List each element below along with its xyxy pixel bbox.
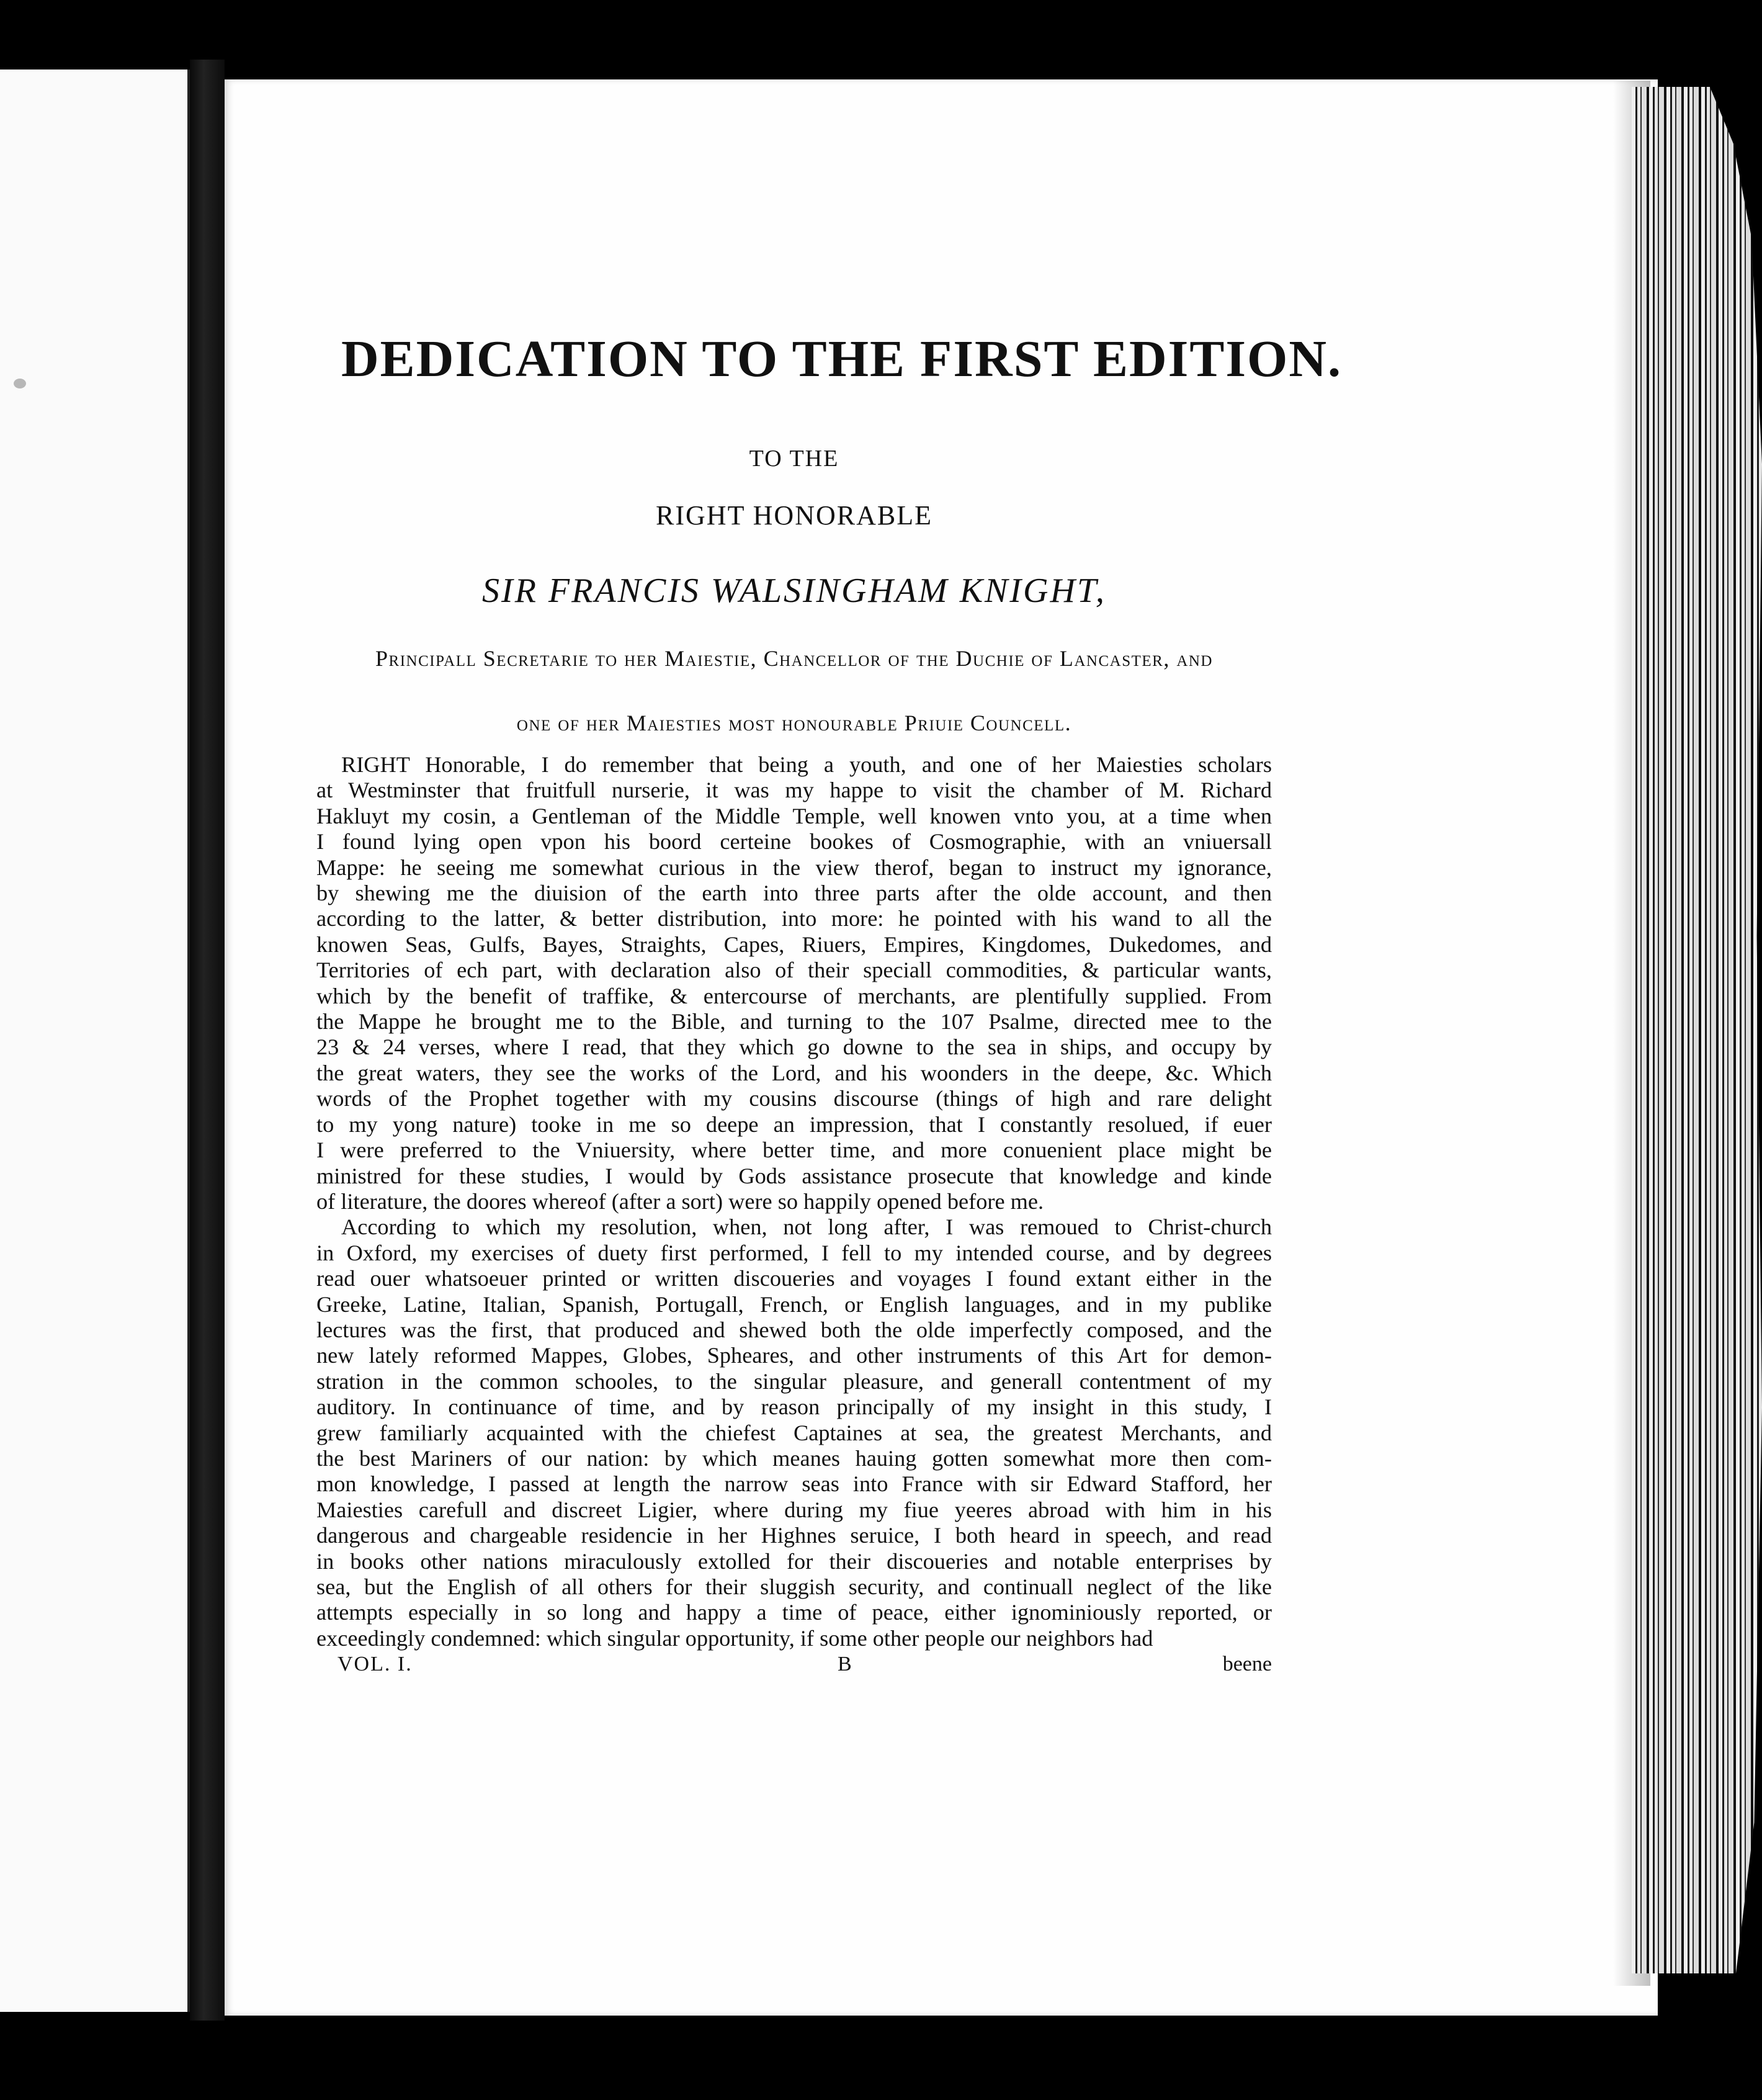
signature-mark: B [838,1653,852,1676]
text-line: in books other nations miraculously extolled for their discoueries and notable enterprises by [316,1548,1272,1574]
text-line: Territories of ech part, with declaration also of their speciall commodities, & particular wants, [316,958,1272,983]
text-line: auditory. In continuance of time, and by reason principally of my insight in this study, I [316,1394,1272,1420]
text-line: to my yong nature) tooke in me so deepe an impression, that I constantly resolued, if euer [316,1111,1272,1137]
text-line: mon knowledge, I passed at length the narrow seas into France with sir Edward Stafford, her [316,1471,1272,1497]
salutation-right-honorable: RIGHT HONORABLE [656,500,932,531]
page-footer [316,1653,1272,1680]
text-line: Mappe: he seeing me somewhat curious in the view therof, began to instruct my ignorance, [316,855,1272,880]
text-line: grew familiarly acquainted with the chiefest Captaines at sea, the greatest Merchants, and [316,1420,1272,1445]
text-line: knowen Seas, Gulfs, Bayes, Straights, Capes, Riuers, Empires, Kingdomes, Dukedomes, and [316,931,1272,957]
text-line: words of the Prophet together with my cousins discourse (things of high and rare delight [316,1086,1272,1111]
text-line: read ouer whatsoeuer printed or written discoueries and voyages I found extant either in the [316,1266,1272,1291]
text-line: of literature, the doores whereof (after a sort) were so happily opened before me. [316,1188,1044,1214]
text-line: ministred for these studies, I would by Gods assistance prosecute that knowledge and kinde [316,1163,1272,1188]
text-line: lectures was the first, that produced and shewed both the olde imperfectly composed, and the [316,1317,1272,1342]
catchword: beene [1222,1653,1272,1676]
text-line: I were preferred to the Vniuersity, where better time, and more conuenient place might be [316,1138,1272,1163]
text-line: the best Mariners of our nation: by which meanes hauing gotten somewhat more then com- [316,1445,1272,1471]
text-line: Maiesties carefull and discreet Ligier, where during my fiue yeeres abroad with him in his [316,1497,1272,1522]
previous-page-edge [0,70,190,2012]
paragraph-1 [316,752,1272,1214]
text-line: at Westminster that fruitfull nurserie, it was my happe to visit the chamber of M. Richard [316,778,1272,803]
text-line: according to the latter, & better distribution, into more: he pointed with his wand to all the [316,906,1272,931]
recipient-name: SIR FRANCIS WALSINGHAM KNIGHT, [482,572,1106,610]
text-line: which by the benefit of traffike, & entercourse of merchants, are plentifully supplied. From [316,983,1272,1008]
text-line: sea, but the English of all others for their sluggish security, and continuall neglect of the like [316,1574,1272,1599]
page-content [316,329,1343,1680]
text-line: by shewing me the diuision of the earth into three parts after the olde account, and then [316,881,1272,906]
book-fore-edge [1632,87,1762,1973]
recipient-office-line-1: Principall Secretarie to her Maiestie, Chancellor of the Duchie of Lancaster, and [375,646,1213,671]
text-line: RIGHT Honorable, I do remember that being a youth, and one of her Maiesties scholars [341,752,1272,777]
text-line: Hakluyt my cosin, a Gentleman of the Middle Temple, well knowen vnto you, at a time when [316,803,1272,828]
text-line: 23 & 24 verses, where I read, that they which go downe to the sea in ships, and occupy by [316,1034,1272,1060]
text-line: I found lying open vpon his boord certeine bookes of Cosmographie, with an vniuersall [316,829,1272,855]
paper-speck [14,379,26,388]
text-line: dangerous and chargeable residencie in her Highnes seruice, I both heard in speech, and read [316,1523,1272,1548]
text-line: According to which my resolution, when, not long after, I was remoued to Christ-church [341,1214,1272,1240]
text-line: the Mappe he brought me to the Bible, and turning to the 107 Psalme, directed mee to the [316,1009,1272,1034]
text-line: attempts especially in so long and happy a time of peace, either ignominiously reported, or [316,1600,1272,1625]
recipient-office-line-2: one of her Maiesties most honourable Priuie Councell. [516,711,1072,735]
text-line: exceedingly condemned: which singular opportunity, if some other people our neighbors had [316,1625,1153,1651]
text-line: the great waters, they see the works of the Lord, and his woonders in the deepe, &c. Which [316,1060,1272,1085]
text-line: stration in the common schooles, to the singular pleasure, and generall contentment of my [316,1368,1272,1394]
text-line: in Oxford, my exercises of duety first performed, I fell to my intended course, and by degrees [316,1240,1272,1265]
text-line: Greeke, Latine, Italian, Spanish, Portugall, French, or English languages, and in my publike [316,1291,1272,1317]
text-line: new lately reformed Mappes, Globes, Spheares, and other instruments of this Art for demon- [316,1343,1272,1368]
book-gutter [190,60,225,2021]
salutation-to-the: TO THE [749,446,839,472]
dedication-title: DEDICATION TO THE FIRST EDITION. [341,330,1343,388]
volume-marker: VOL. I. [338,1653,413,1676]
paragraph-2 [316,1214,1272,1651]
